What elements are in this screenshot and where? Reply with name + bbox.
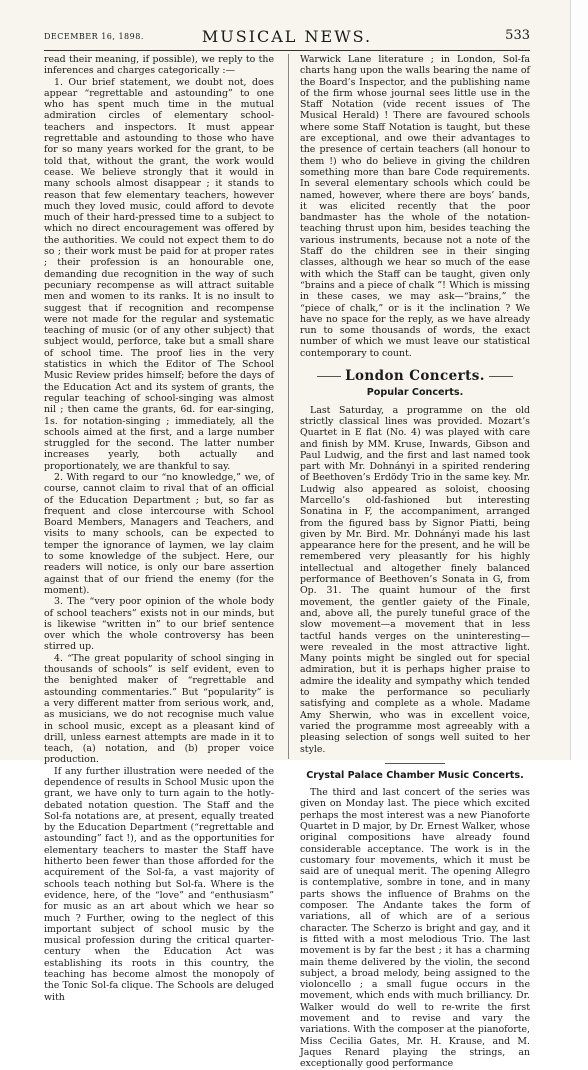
section-title: London Concerts. [345, 368, 485, 385]
paragraph: read their meaning, if possible), we reply to the inferences and charges categorically :— [44, 54, 274, 77]
left-column [44, 54, 274, 1003]
heading-rule [489, 376, 513, 377]
right-column [300, 54, 530, 1070]
paragraph: 2. With regard to our “no knowledge,” we, of course, cannot claim to rival that of an official of the Education Department ; but, so far as frequent and close intercourse with School Board Members, Managers and Teachers, and visits to many schools, can be expected to temper the ignorance of laymen, we lay claim to some knowledge of the subject. Here, our readers will notice, is only our bare assertion against that of our friend the enemy (for the moment). [44, 471, 274, 596]
column-divider [288, 54, 289, 759]
page-edge [570, 0, 588, 760]
paragraph: 4. “The great popularity of school singing in thousands of schools” is self evident, even to the benighted maker of “regrettable and astounding commentaries.” But “popularity” is a very different matter from serious work, and, as musicians, we do not recognise much value in school music, except as a pleasant kind of drill, unless earnest attempts are made in it to teach, (a) notation, and (b) proper voice production. [44, 652, 274, 766]
section-divider [385, 763, 445, 764]
section-heading [300, 368, 530, 385]
heading-rule [317, 376, 341, 377]
masthead-title: MUSICAL NEWS. [201, 27, 373, 46]
paragraph: Last Saturday, a programme on the old strictly classical lines was provided. Mozart’s Quartet in E flat (No. 4) was played with care and finish by MM. Kruse, Inwards, Gibson and Paul Ludwig, and the first and last named took part with Mr. Dohnányi in a spirited rendering of Beethoven’s Erdödy Trio in the same key. Mr. Ludwig also appeared as soloist, choosing Marcello’s old-fashioned but interesting Sonatina in F, the accompaniment, arranged from the figured bass by Signor Piatti, being given by Mr. Bird. Mr. Dohnányi made his last appearance here for the present, and he will be remembered very pleasantly for his highly intellectual and altogether finely balanced performance of Beethoven’s Sonata in G, from Op. 31. The quaint humour of the first movement, the gentler gaiety of the Finale, and, above all, the purely tuneful grace of the slow movement—a movement that in less tactful hands verges on the uninteresting—were revealed in the most attractive light. Many points might be singled out for special admiration, but it is perhaps higher praise to admire the ideality and sympathy which tended to make the performance so peculiarly satisfying and complete as a whole. Madame Amy Sherwin, who was in excellent voice, varied the programme most agreeably with a pleasing selection of songs well suited to her style. [300, 404, 530, 755]
subsection-title: Popular Concerts. [366, 387, 464, 399]
subsection-title: Crystal Palace Chamber Music Concerts. [306, 769, 524, 781]
page-header [44, 26, 530, 51]
paragraph: The third and last concert of the series was given on Monday last. The piece which excited perhaps the most interest was a new Pianoforte Quartet in D major, by Dr. Ernest Walker, whose original compositions have already found considerable acceptance. The work is in the customary four movements, which it must be said are of unequal merit. The opening Allegro is contemplative, sombre in tone, and in many parts shows the influence of Brahms on the composer. The Andante takes the form of variations, all of which are of a serious character. The Scherzo is bright and gay, and it is fitted with a most melodious Trio. The last movement is by far the best ; it has a charming main theme delivered by the violin, the second subject, a broad melody, being assigned to the violoncello ; a small fugue occurs in the movement, which ends with much brilliancy. Dr. Walker would do well to re-write the first movement and to revise and vary the variations. With the composer at the pianoforte, Miss Cecilia Gates, Mr. H. Krause, and M. Jaques Renard playing the strings, an exceptionally good performance [300, 787, 530, 1070]
page-number: 533 [505, 28, 530, 43]
paragraph: If any further illustration were needed of the dependence of results in School Music upon the grant, we have only to turn again to the hotly-debated notation question. The Staff and the Sol-fa notations are, at present, equally treated by the Education Department (“regrettable and astounding” fact !), and as the opportunities for elementary teachers to master the Staff have hitherto been fewer than those afforded for the acquirement of the Sol-fa, a vast majority of schools teach nothing but Sol-fa. Where is the evidence, here, of the “love” and “enthusiasm” for music as an art about which we hear so much ? Further, owing to the neglect of this important subject of school music by the musical profession during the critical quarter-century when the Education Act was establishing its roots in this country, the teaching has become almost the monopoly of the Tonic Sol-fa clique. The Schools are deluged with [44, 765, 274, 1003]
paragraph: Warwick Lane literature ; in London, Sol-fa charts hang upon the walls bearing the name of the Board’s Inspector, and the publishing name of the firm whose journal sees little use in the Staff Notation (vide recent issues of The Musical Herald) ! There are favoured schools where some Staff Notation is taught, but these are exceptional, and owe their advantages to the presence of certain teachers (all honour to them !) who do believe in giving the children something more than bare Code requirements. In several elementary schools which could be named, however, where there are boys’ bands, it was elicited recently that the poor bandmaster has the whole of the notation-teaching thrust upon him, besides teaching the various instruments, because not a note of the Staff do the children see in their singing classes, although we hear so much of the ease with which the Staff can be taught, given only “brains and a piece of chalk ”! Which is missing in these cases, we may ask—“brains,” the “piece of chalk,” or is it the inclination ? We have no space for the reply, as we have already run to some thousands of words, the exact number of which we must leave our statistical contemporary to count. [300, 54, 530, 359]
paragraph: 1. Our brief statement, we doubt not, does appear “regrettable and astounding” to one who has spent much time in the mutual admiration circles of elementary school-teachers and inspectors. It must appear regrettable and astounding to those who have for so many years worked for the grant, to be told that, without the grant, the work would cease. We believe strongly that it would in many schools almost disappear ; it stands to reason that few elementary teachers, however much they loved music, could afford to devote much of their hard-pressed time to a subject to which no direct encouragement was offered by the authorities. We could not expect them to do so ; their work must be paid for at proper rates ; their profession is an honourable one, demanding due recognition in the way of such pecuniary recompense as will attract suitable men and women to its ranks. It is no insult to suggest that if recognition and recompense were not made for the regular and systematic teaching of music (or of any other subject) that subject would, perforce, take but a small share of school time. The proof lies in the very statistics in which the Editor of The School Music Review prides himself; before the days of the Education Act and its system of grants, the regular teaching of school-singing was almost nil ; then came the grants, 6d. for ear-singing, 1s. for notation-singing ; immediately, all the schools aimed at the first, and a large number struggled for the second. The latter number increases yearly, both actually and proportionately, we are thankful to say. [44, 76, 274, 472]
paragraph: 3. The “very poor opinion of the whole body of school teachers” exists not in our minds, but is likewise “written in” to our brief sentence over which the whole controversy has been stirred up. [44, 596, 274, 653]
issue-date: DECEMBER 16, 1898. [44, 32, 144, 41]
